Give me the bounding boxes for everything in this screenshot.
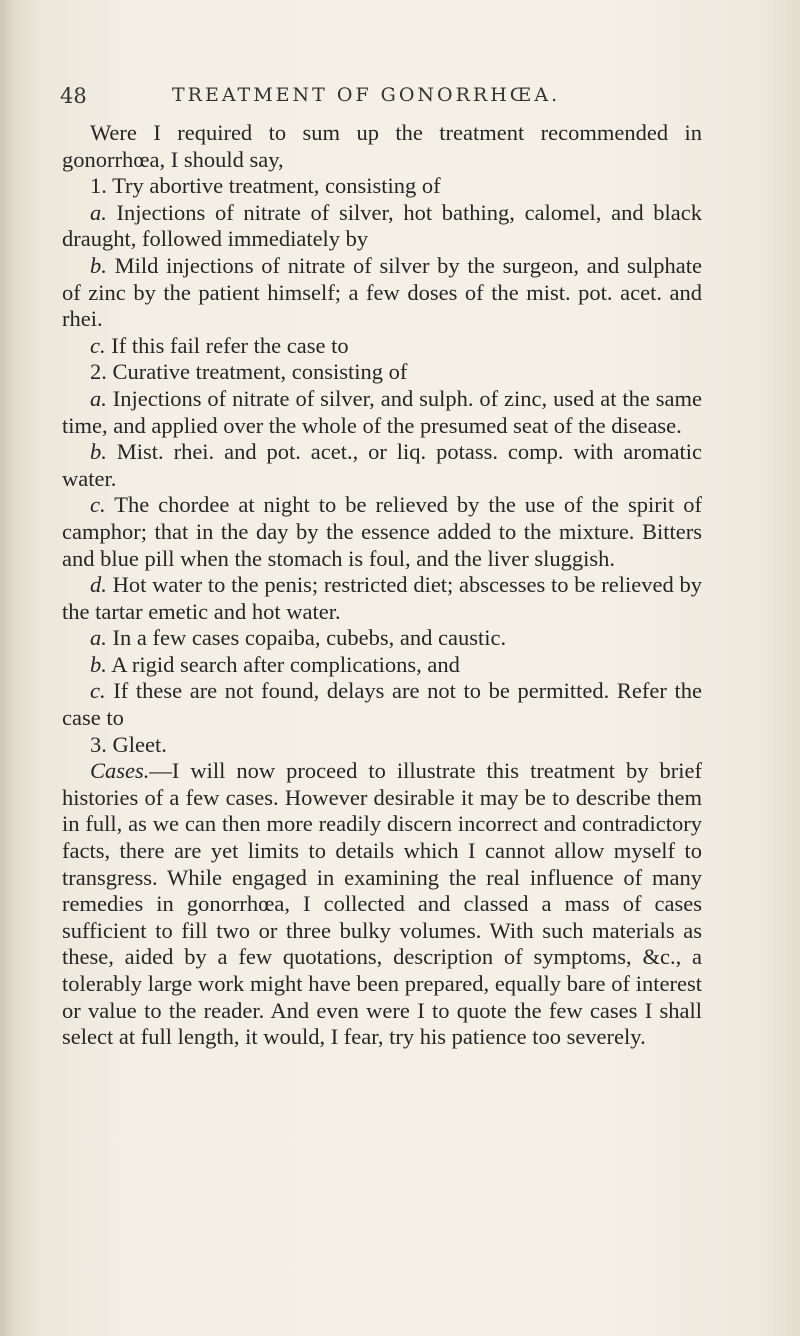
item-text: Hot water to the penis; restricted diet; abscesses to be relieved by the tartar emetic and hot water. <box>62 572 702 624</box>
item-label: a. <box>90 625 107 651</box>
item-label: b. <box>90 252 107 278</box>
page-header <box>60 84 720 114</box>
list-item <box>62 572 702 625</box>
list-item <box>62 200 702 253</box>
list-item <box>62 333 702 360</box>
item-text: Mist. rhei. and pot. acet., or liq. potass. comp. with aromatic water. <box>62 439 702 491</box>
item-text: If this fail refer the case to <box>105 332 349 358</box>
list-item <box>62 652 702 679</box>
cases-paragraph <box>62 758 702 1051</box>
item-text: Curative treatment, consisting of <box>106 359 408 385</box>
item-text: Injections of nitrate of silver, and sulph. of zinc, used at the same time, and applied over the whole of the presumed seat of the disease. <box>62 385 702 438</box>
list-item <box>62 359 702 386</box>
list-item <box>62 625 702 652</box>
item-label: c. <box>90 492 106 518</box>
list-item <box>62 386 702 439</box>
item-label: a. <box>90 199 107 225</box>
page-number: 48 <box>60 84 87 108</box>
item-text: The chordee at night to be relieved by the use of the spirit of camphor; that in the day by the essence added to the mixture. Bitters and blue pill when the stomach is foul, and the liver sluggish. <box>62 492 702 571</box>
running-head: TREATMENT OF GONORRHŒA. <box>172 84 561 106</box>
list-item <box>62 492 702 572</box>
item-label: b. <box>90 439 107 465</box>
item-text: Mild injections of nitrate of silver by the surgeon, and sulphate of zinc by the patient himself; a few doses of the mist. pot. acet. and rhei. <box>62 252 702 332</box>
list-item <box>62 678 702 731</box>
item-text: In a few cases copaiba, cubebs, and caustic. <box>106 625 507 651</box>
list-item <box>62 439 702 492</box>
item-label: c. <box>90 678 106 704</box>
list-item <box>62 253 702 333</box>
intro-paragraph: Were I required to sum up the treatment recommended in gonorrhœa, I should say, <box>62 120 702 172</box>
item-text: Try abortive treatment, consisting of <box>106 173 441 199</box>
item-text: If these are not found, delays are not to be permitted. Refer the case to <box>62 678 702 731</box>
item-label: c. <box>90 332 106 358</box>
item-text: Gleet. <box>106 731 167 757</box>
item-label: d. <box>90 572 107 598</box>
list-item <box>62 173 702 200</box>
item-text: Injections of nitrate of silver, hot bathing, calomel, and black draught, followed immediately by <box>62 199 702 252</box>
cases-text: —I will now proceed to illustrate this treatment by brief histories of a few cases. However desirable it may be to describe them in full, as we can then more readily discern incorrect and contradictory facts, there are yet limits to details which I cannot allow myself to transgress. While engaged in examining the real influence of many remedies in gonorrhœa, I collected and classed a mass of cases sufficient to fill two or three bulky volumes. With such materials as these, aided by a few quotations, description of symptoms, &c., a tolerably large work might have been prepared, equally bare of interest or value to the reader. And even were I to quote the few cases I shall select at full length, it would, I fear, try his patience too severely. <box>62 758 702 1050</box>
item-text: A rigid search after complications, and <box>106 651 460 677</box>
cases-label: Cases. <box>90 758 150 784</box>
item-label: a. <box>90 385 107 411</box>
item-label: b. <box>90 651 107 677</box>
item-label: 3. <box>90 731 107 757</box>
item-label: 2. <box>90 359 107 385</box>
item-label: 1. <box>90 173 107 199</box>
body-text <box>62 120 702 1051</box>
page-edge-shadow <box>0 0 14 1336</box>
list-item <box>62 732 702 759</box>
